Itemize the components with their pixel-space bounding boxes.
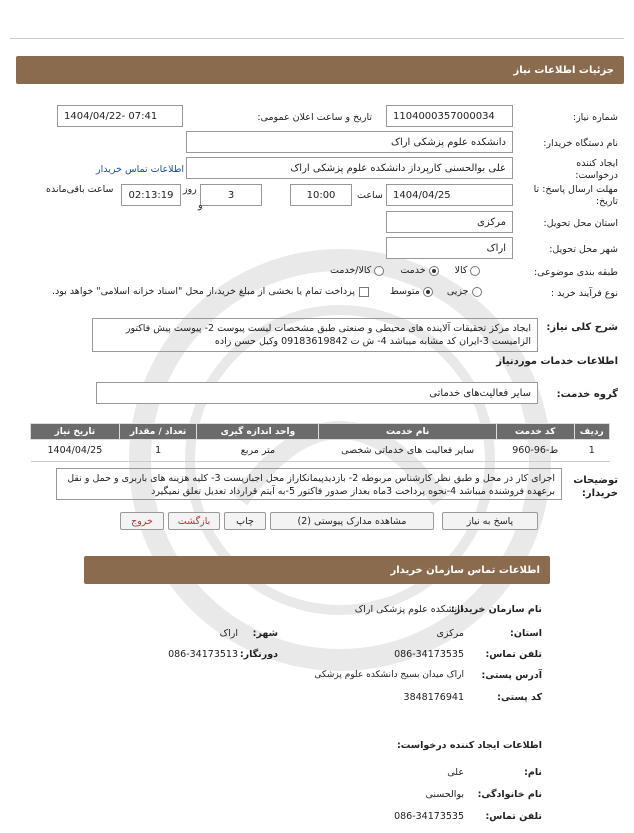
summary-field: ایجاد مرکز تحقیقات آلاینده های محیطی و صنعتی طبق مشخصات لیست پیوست 2- پیوست پیش فاکتور الزامیست 3-ایران کد مشابه میباشد 4- ش ت 09183619842 وکیل حسن زاده	[92, 318, 538, 352]
cell-unit: متر مربع	[197, 440, 319, 462]
days-field: 3	[200, 184, 262, 206]
radio-goods-service[interactable]	[374, 266, 384, 276]
contact-province-label: استان:	[510, 628, 542, 639]
creator-phone-value: 086-34173535	[394, 811, 464, 822]
process-radio-group	[390, 286, 482, 297]
cell-date: 1404/04/25	[31, 440, 120, 462]
process-label: نوع فرآیند خرید :	[550, 288, 618, 299]
col-unit: واحد اندازه گیری	[197, 424, 319, 440]
contact-city-value: اراک	[219, 628, 238, 639]
contact-title: اطلاعات تماس سازمان خریدار	[390, 564, 540, 576]
city-label: شهر محل تحویل:	[549, 244, 618, 255]
address-label: آدرس پستی:	[481, 670, 542, 681]
province-label: استان محل تحویل:	[543, 218, 618, 229]
view-attachments-button[interactable]: مشاهده مدارک پیوستی (2)	[270, 512, 434, 530]
city-field: اراک	[386, 237, 513, 259]
org-label: نام سازمان خریدار:	[451, 604, 542, 615]
creator-field: علی بوالحسنی کارپرداز دانشکده علوم پزشکی اراک	[186, 157, 513, 179]
and-label: و	[198, 200, 203, 211]
back-button[interactable]: بازگشت	[168, 512, 220, 530]
buyer-name-label: نام دستگاه خریدار:	[543, 138, 618, 149]
radio-goods[interactable]	[470, 266, 480, 276]
last-name-value: بوالحسنی	[425, 789, 464, 800]
need-number-field: 1104000357000034	[386, 105, 513, 127]
radio-service[interactable]	[429, 266, 439, 276]
cell-name: سایر فعالیت های خدماتی شخصی	[319, 440, 496, 462]
category-option-goods[interactable]: کالا	[455, 265, 481, 276]
radio-minor[interactable]	[472, 287, 482, 297]
reply-button[interactable]: پاسخ به نیاز	[442, 512, 538, 530]
table-row	[31, 440, 610, 462]
payment-note-text: پرداخت تمام یا بخشی از مبلغ خرید،از محل "اسناد خزانه اسلامی" خواهد بود.	[52, 286, 355, 297]
deadline-date-field: 1404/04/25	[386, 184, 513, 206]
treasury-checkbox[interactable]	[359, 287, 369, 297]
contact-phone-label: تلفن تماس:	[485, 649, 542, 660]
services-title: اطلاعات خدمات موردنیاز	[496, 356, 618, 367]
payment-note	[52, 286, 369, 297]
table-header-row	[31, 424, 610, 440]
category-radio-group	[330, 265, 480, 276]
process-option-medium[interactable]: متوسط	[390, 286, 433, 297]
buyer-notes-label: توضیحات خریدار:	[573, 475, 618, 499]
contact-city-label: شهر:	[252, 628, 278, 639]
contact-fax-value: 086-34173513	[168, 649, 238, 660]
category-option-goods-service[interactable]: کالا/خدمت	[330, 265, 384, 276]
creator-phone-label: تلفن تماس:	[485, 811, 542, 822]
time-label: ساعت	[357, 190, 383, 201]
summary-label: شرح کلی نیاز:	[546, 322, 618, 333]
province-field: مرکزی	[386, 211, 513, 233]
service-group-label: گروه خدمت:	[556, 389, 618, 400]
print-button[interactable]: چاپ	[224, 512, 266, 530]
buyer-notes-field: اجرای کار در محل و طبق نظر کارشناس مربوطه 2- بازدیدپیمانکاراز محل اجباریست 3- کلیه هزینه های باربری و حمل و نقل برعهده فروشنده میباشد 4-نحوه پرداخت 3ماه بعداز صدور فاکتور 5-به آیتم قرارداد تعدیل تعلق نمیگیرد	[56, 468, 562, 500]
buyer-contact-link[interactable]: اطلاعات تماس خریدار	[96, 164, 185, 175]
announce-label: تاریخ و ساعت اعلان عمومی:	[257, 112, 372, 123]
cell-code: ط-96-960	[496, 440, 574, 462]
cell-quantity: 1	[119, 440, 197, 462]
category-option-service[interactable]: خدمت	[400, 265, 438, 276]
org-value: دانشکده علوم پزشکی اراک	[354, 604, 464, 615]
page-title: جزئیات اطلاعات نیاز	[513, 64, 614, 76]
services-table	[30, 423, 610, 462]
deadline-label: مهلت ارسال پاسخ: تا تاریخ:	[533, 184, 618, 207]
remaining-time-field: 02:13:19	[121, 184, 181, 206]
contact-header	[84, 556, 550, 584]
service-group-field: سایر فعالیت‌های خدماتی	[96, 382, 538, 404]
contact-fax-label: دورنگار:	[239, 649, 278, 660]
postal-label: کد پستی:	[497, 692, 542, 703]
creator-info-title: اطلاعات ایجاد کننده درخواست:	[396, 740, 542, 751]
col-quantity: تعداد / مقدار	[119, 424, 197, 440]
need-number-label: شماره نیاز:	[572, 112, 618, 123]
first-name-label: نام:	[524, 767, 542, 778]
remaining-label: ساعت باقی‌مانده	[46, 184, 114, 195]
col-name: نام خدمت	[319, 424, 496, 440]
creator-label: ایجاد کننده درخواست:	[575, 158, 618, 181]
radio-medium[interactable]	[423, 287, 433, 297]
announce-field: 1404/04/22- 07:41	[57, 105, 183, 127]
last-name-label: نام خانوادگی:	[477, 789, 542, 800]
exit-button[interactable]: خروج	[120, 512, 164, 530]
first-name-value: علی	[447, 767, 464, 778]
contact-phone-value: 086-34173535	[394, 649, 464, 660]
days-label: روز	[183, 184, 197, 195]
category-label: طبقه بندی موضوعی:	[533, 267, 618, 278]
process-option-minor[interactable]: جزیی	[447, 286, 482, 297]
page-header	[16, 56, 624, 84]
col-date: تاریخ نیاز	[31, 424, 120, 440]
col-code: کد خدمت	[496, 424, 574, 440]
address-value: اراک میدان بسیج دانشکده علوم پزشکی	[314, 670, 464, 680]
top-divider	[10, 38, 624, 39]
postal-value: 3848176941	[403, 692, 464, 703]
contact-province-value: مرکزی	[436, 628, 464, 639]
col-row: ردیف	[574, 424, 609, 440]
deadline-time-field: 10:00	[290, 184, 352, 206]
buyer-name-field: دانشکده علوم پزشکی اراک	[186, 131, 513, 153]
cell-row: 1	[574, 440, 609, 462]
